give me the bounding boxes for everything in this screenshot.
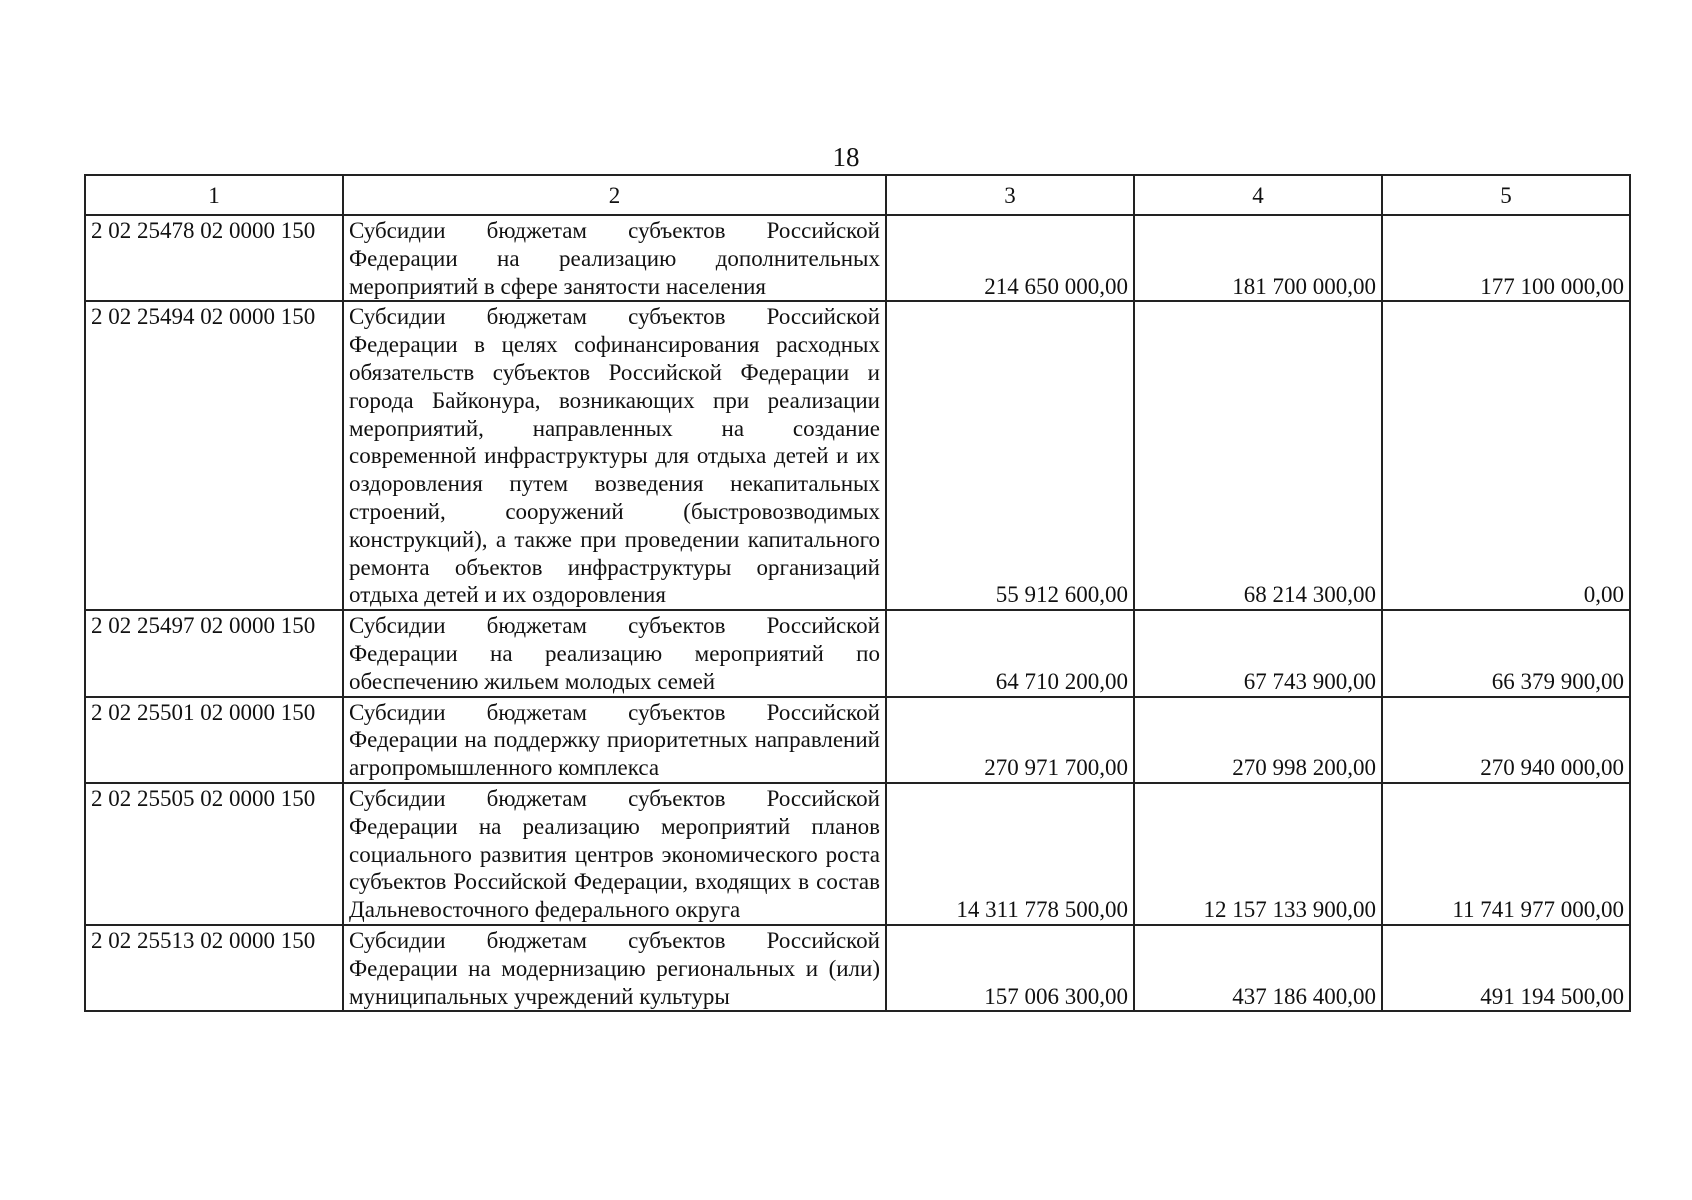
- amount-col-4: 68 214 300,00: [1134, 301, 1382, 610]
- budget-code: 2 02 25494 02 0000 150: [85, 301, 343, 610]
- amount-col-4: 12 157 133 900,00: [1134, 783, 1382, 925]
- amount-col-5: 270 940 000,00: [1382, 697, 1630, 783]
- amount-col-4: 67 743 900,00: [1134, 610, 1382, 696]
- table-row: [85, 215, 1630, 301]
- row-description: Субсидии бюджетам субъектов Российской Федерации на модернизацию региональных и (или) муниципальных учреждений культуры: [343, 925, 886, 1011]
- amount-col-4: 437 186 400,00: [1134, 925, 1382, 1011]
- table-row: [85, 610, 1630, 696]
- budget-code: 2 02 25513 02 0000 150: [85, 925, 343, 1011]
- page-number: 18: [832, 142, 860, 172]
- budget-code: 2 02 25478 02 0000 150: [85, 215, 343, 301]
- amount-col-5: 177 100 000,00: [1382, 215, 1630, 301]
- amount-col-4: 181 700 000,00: [1134, 215, 1382, 301]
- table-row: [85, 783, 1630, 925]
- budget-code: 2 02 25501 02 0000 150: [85, 697, 343, 783]
- column-header-5: 5: [1382, 175, 1630, 215]
- column-header-3: 3: [886, 175, 1134, 215]
- table-row: [85, 301, 1630, 610]
- row-description: Субсидии бюджетам субъектов Российской Федерации в целях софинансирования расходных обязательств субъектов Российской Федерации и города Байконура, возникающих при реализации мероприятий, направленных на создание современной инфраструктуры для отдыха детей и их оздоровления путем возведения некапитальных строений, сооружений (быстровозводимых конструкций), а также при проведении капитального ремонта объектов инфраструктуры организаций отдыха детей и их оздоровления: [343, 301, 886, 610]
- amount-col-5: 0,00: [1382, 301, 1630, 610]
- amount-col-3: 14 311 778 500,00: [886, 783, 1134, 925]
- budget-table: [84, 174, 1631, 1012]
- column-header-4: 4: [1134, 175, 1382, 215]
- row-description: Субсидии бюджетам субъектов Российской Федерации на реализацию мероприятий по обеспечению жильем молодых семей: [343, 610, 886, 696]
- row-description: Субсидии бюджетам субъектов Российской Федерации на реализацию дополнительных мероприятий в сфере занятости населения: [343, 215, 886, 301]
- budget-code: 2 02 25505 02 0000 150: [85, 783, 343, 925]
- amount-col-3: 55 912 600,00: [886, 301, 1134, 610]
- amount-col-5: 11 741 977 000,00: [1382, 783, 1630, 925]
- table-row: [85, 697, 1630, 783]
- table-row: [85, 925, 1630, 1011]
- column-header-2: 2: [343, 175, 886, 215]
- amount-col-3: 270 971 700,00: [886, 697, 1134, 783]
- column-header-1: 1: [85, 175, 343, 215]
- amount-col-3: 214 650 000,00: [886, 215, 1134, 301]
- column-number-row: [85, 175, 1630, 215]
- amount-col-5: 66 379 900,00: [1382, 610, 1630, 696]
- amount-col-4: 270 998 200,00: [1134, 697, 1382, 783]
- amount-col-3: 64 710 200,00: [886, 610, 1134, 696]
- row-description: Субсидии бюджетам субъектов Российской Федерации на поддержку приоритетных направлений агропромышленного комплекса: [343, 697, 886, 783]
- amount-col-3: 157 006 300,00: [886, 925, 1134, 1011]
- amount-col-5: 491 194 500,00: [1382, 925, 1630, 1011]
- budget-code: 2 02 25497 02 0000 150: [85, 610, 343, 696]
- row-description: Субсидии бюджетам субъектов Российской Федерации на реализацию мероприятий планов социального развития центров экономического роста субъектов Российской Федерации, входящих в состав Дальневосточного федерального округа: [343, 783, 886, 925]
